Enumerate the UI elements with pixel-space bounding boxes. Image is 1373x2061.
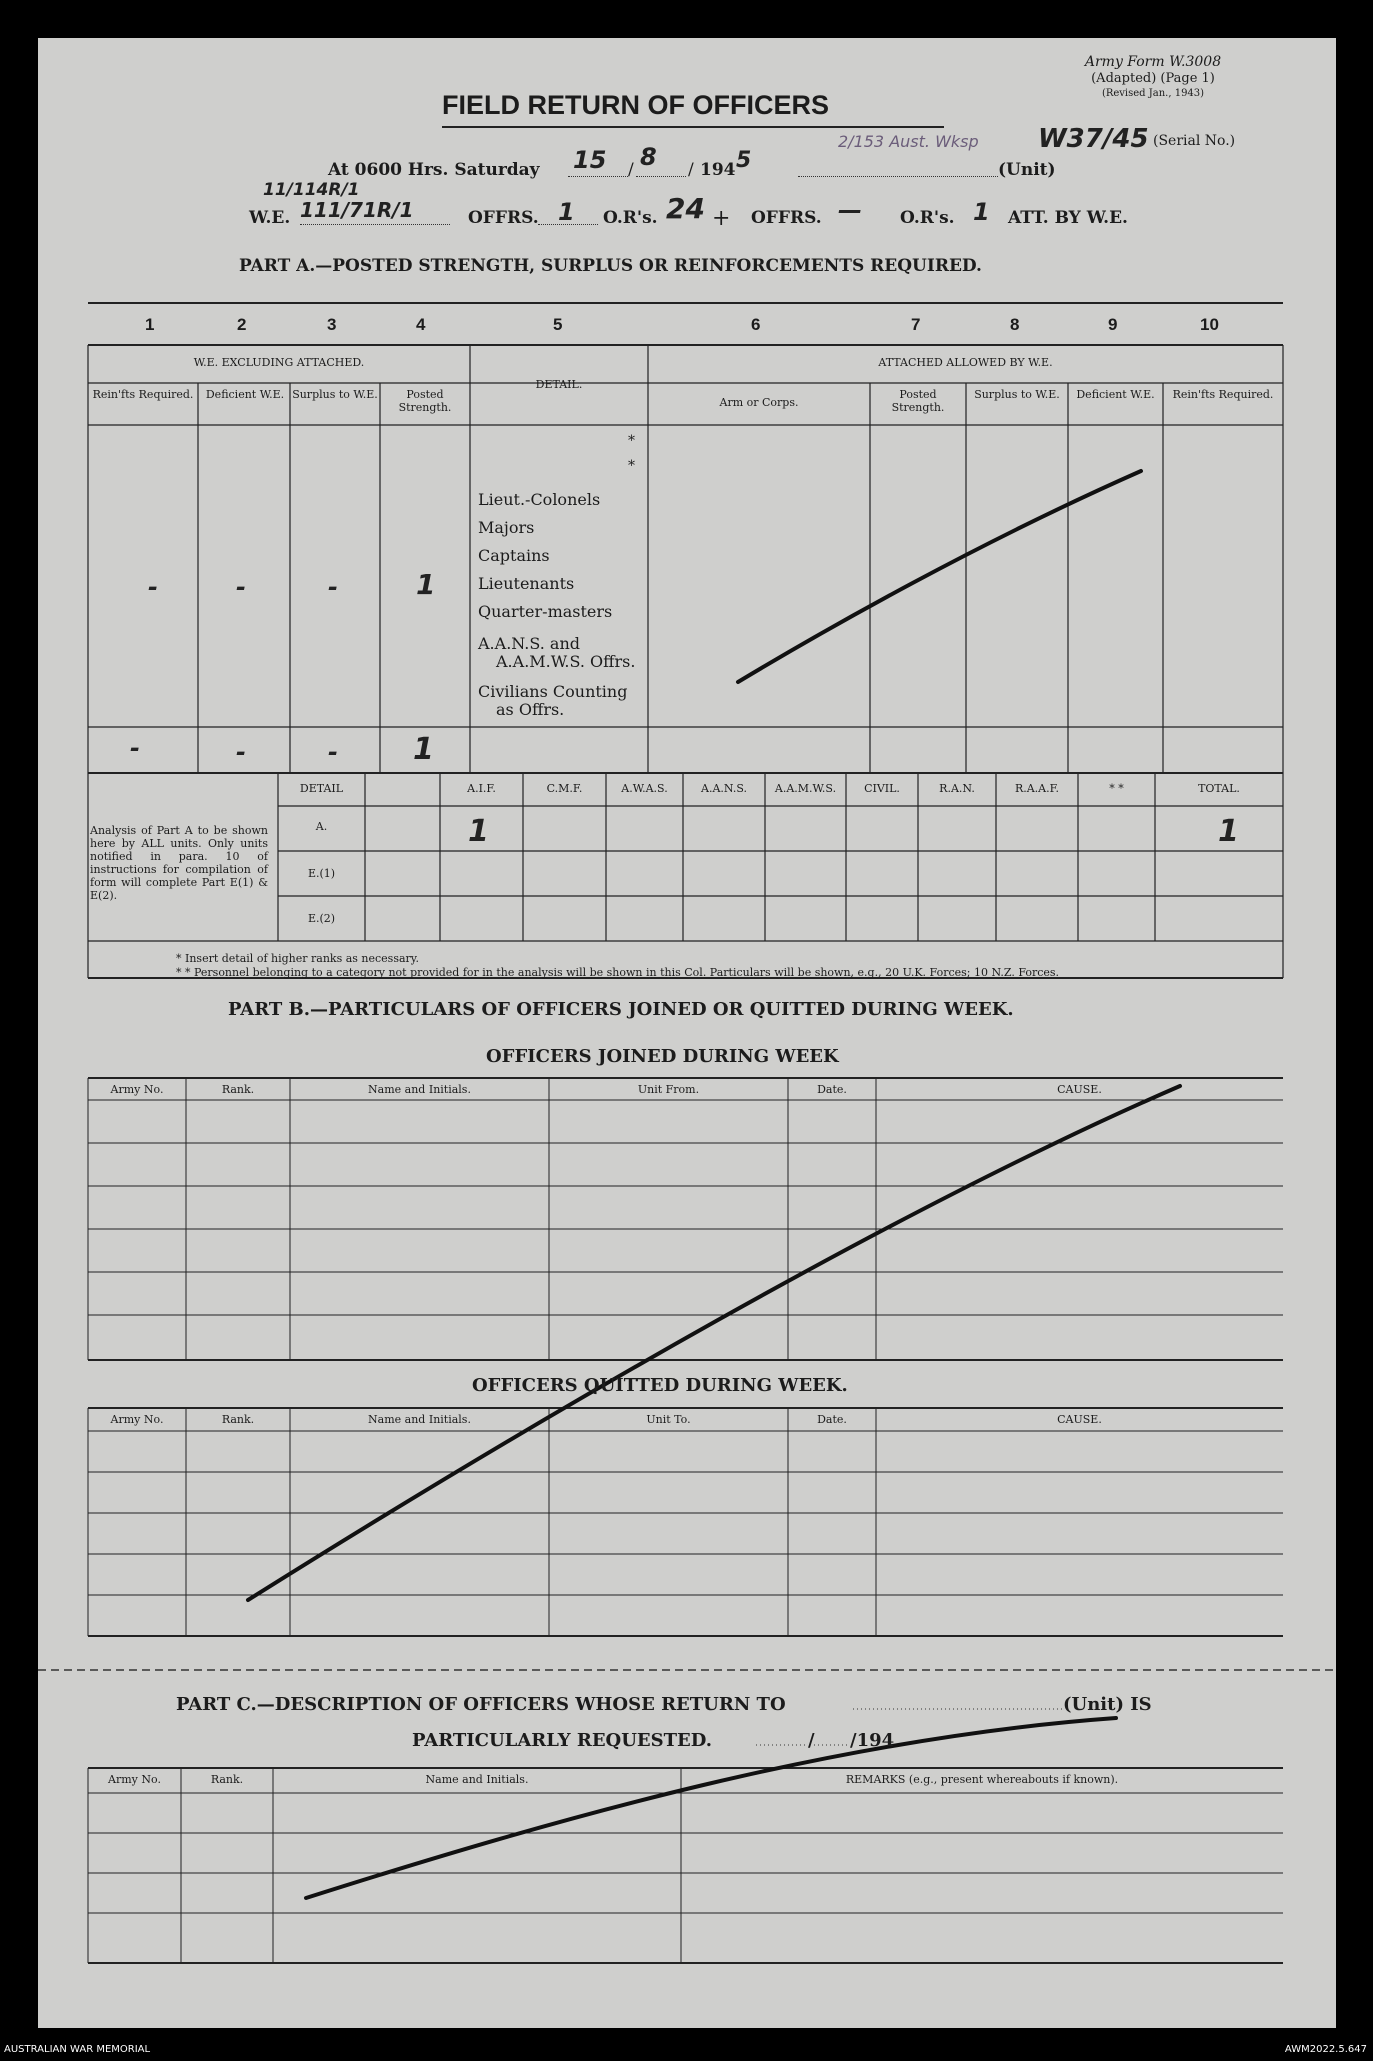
form-sheet: Army Form W.3008 (Adapted) (Page 1) (Revised Jan., 1943) FIELD RETURN OF OFFICERS 2/153 Aust. Wksp W37/45 (Serial No.) At 0600 Hrs. Saturday 15 / 8 / 194 5 (Unit) 11/114R/1 W.E. 111/71R/1 OFFRS. 1 O.R's. 24 + OFFRS. — O.R's. 1 ATT. BY W.E. PART A.—POSTED STRENGTH, SURPLUS OR REINFORCEMENTS REQUIRED. 1 2 3 4 5 6 7 8 9 10 W.E. EXCLUDING ATTACHED. ATTACHED ALLOWED BY W.E. DETAIL. Rein'fts Required. Deficient W.E. Surplus to W.E. Posted Strength. Arm or Corps. Posted Strength. Surplus to W.E. Deficient W.E. Rein'fts Required. * * Lieut.-Colonels Majors Captains Lieutenants Quarter-masters A.A.N.S. and A.A.M.W.S. Offrs. Civilians Counting as Offrs. - - - 1 - - - 1 Analysis of Part A to be shown here by ALL units. Only units notified in para. 10 of instructions for compilation of form will complete Part E(1) & E(2). DETAIL A.I.F. C.M.F. A.W.A.S. A.A.N.S. A.A.M.W.S. CIVIL. R.A.N. R.A.A.F. * * TOTAL. A. E.(1) E.(2) 1 1 * Insert detail of higher ranks as necessary. * * Personnel belonging to a category not provided for in the analysis will be shown in this Col. Particulars will be shown, e.g., 20 U.K. Forces; 10 N.Z. Forces. PART B.—PARTICULARS OF OFFICERS JOINED OR QUITTED DURING WEEK. OFFICERS JOINED DURING WEEK Army No. Rank. Name and Initials. Unit From. Date. CAUSE. OFFICERS QUITTED DURING WEEK. Army No. Rank. Name and Initials. Unit To. Date. CAUSE. PART C.—DESCRIPTION OF OFFICERS WHOSE RETURN TO (Unit) IS PARTICULARLY REQUESTED. / /194 Army No. Rank. Name and Initials. REMARKS (e.g., present whereabouts if known). (38, 38, 1336, 2028)
total-deficient: - (236, 738, 246, 766)
c-col-armyno: Army No. (108, 1773, 161, 1786)
an-h-total: TOTAL. (1198, 782, 1240, 795)
an-h-aamws: A.A.M.W.S. (774, 782, 837, 795)
offrs-value: 1 (558, 198, 575, 226)
unit-label: (Unit) (998, 160, 1056, 180)
an-aif-a: 1 (468, 814, 489, 849)
total-reinfts: - (130, 734, 140, 762)
footer-right: AWM2022.5.647 (1284, 2044, 1367, 2055)
c-col-remarks: REMARKS (e.g., present whereabouts if known). (845, 1773, 1119, 1786)
col-num-3: 3 (327, 315, 337, 334)
form-id-line3: (Revised Jan., 1943) (1101, 88, 1205, 99)
footer-left: AUSTRALIAN WAR MEMORIAL (4, 2044, 151, 2055)
col-num-9: 9 (1108, 315, 1118, 334)
an-h-raaf: R.A.A.F. (1014, 782, 1060, 795)
an-h-civil: CIVIL. (864, 782, 900, 795)
col-arm-corps: Arm or Corps. (719, 396, 799, 409)
ors2-value: 1 (973, 198, 990, 226)
body-posted: 1 (416, 568, 436, 601)
quitted-col-armyno: Army No. (110, 1413, 164, 1426)
date-month: 8 (640, 143, 657, 171)
we-value: 111/71R/1 (300, 198, 414, 222)
serial-value: W37/45 (1038, 124, 1149, 154)
joined-col-armyno: Army No. (110, 1083, 164, 1096)
part-c-title-1: PART C.—DESCRIPTION OF OFFICERS WHOSE RETURN TO (176, 1694, 786, 1715)
quitted-col-date: Date. (817, 1413, 847, 1426)
asterisk-1: * (628, 433, 635, 449)
an-h-other: * * (1109, 782, 1124, 795)
serial-label: (Serial No.) (1153, 133, 1236, 149)
footnote-2: * * Personnel belonging to a category not provided for in the analysis will be shown in this Col. Particulars will be shown, e.g., 20 U.K. Forces; 10 N.Z. Forces. (176, 966, 1060, 979)
rank-majors: Majors (478, 518, 535, 537)
joined-col-unit: Unit From. (637, 1083, 700, 1096)
joined-col-cause: CAUSE. (1057, 1083, 1102, 1096)
ors-label: O.R's. (603, 208, 658, 228)
joined-title: OFFICERS JOINED DURING WEEK (486, 1046, 839, 1067)
quitted-col-cause: CAUSE. (1057, 1413, 1102, 1426)
part-c-title-2: PARTICULARLY REQUESTED. (412, 1730, 712, 1751)
an-row-e1: E.(1) (307, 867, 336, 880)
ors-value: 24 (666, 192, 705, 225)
col-deficient: Deficient W.E. (205, 388, 285, 401)
rank-captains: Captains (478, 546, 550, 565)
an-total-a: 1 (1218, 814, 1239, 849)
an-row-a: A. (315, 820, 328, 833)
total-posted: 1 (413, 732, 434, 767)
ors-label-2: O.R's. (900, 208, 955, 228)
part-c-unit-is: (Unit) IS (1063, 1694, 1152, 1715)
part-c-date-suffix: /194 (850, 1730, 895, 1751)
col-num-10: 10 (1200, 315, 1219, 334)
form-id-line1: Army Form W.3008 (1084, 54, 1222, 70)
rank-aamws: A.A.M.W.S. Offrs. (496, 652, 636, 671)
total-surplus: - (328, 738, 338, 766)
col-posted: Posted Strength. (398, 388, 452, 414)
page-title: FIELD RETURN OF OFFICERS (442, 90, 829, 120)
body-reinfts: - (148, 573, 158, 601)
col-reinfts: Rein'fts Required. (92, 388, 194, 401)
body-surplus: - (328, 573, 338, 601)
c-col-name: Name and Initials. (425, 1773, 529, 1786)
col-num-5: 5 (553, 315, 563, 334)
rank-civilians: Civilians Counting (478, 682, 628, 701)
col-num-8: 8 (1010, 315, 1020, 334)
we-excluding-header: W.E. EXCLUDING ATTACHED. (193, 356, 365, 369)
col-surplus: Surplus to W.E. (292, 388, 378, 401)
detail-header: DETAIL. (535, 378, 583, 391)
time-label: At 0600 Hrs. Saturday (328, 160, 540, 180)
an-h-awas: A.W.A.S. (621, 782, 668, 795)
att-label: ATT. BY W.E. (1008, 208, 1128, 228)
part-b-title: PART B.—PARTICULARS OF OFFICERS JOINED OR QUITTED DURING WEEK. (228, 999, 1014, 1020)
joined-col-name: Name and Initials. (368, 1083, 471, 1096)
form-id-line2: (Adapted) (Page 1) (1091, 71, 1215, 86)
quitted-col-unit: Unit To. (646, 1413, 691, 1426)
year-printed: 194 (700, 160, 736, 180)
offrs-label-2: OFFRS. (751, 208, 822, 228)
col-reinfts-att: Rein'fts Required. (1172, 388, 1274, 401)
offrs-label: OFFRS. (468, 208, 539, 228)
offrs2-value: — (838, 196, 862, 224)
col-posted-att: Posted Strength. (891, 388, 945, 414)
rank-lieut-colonels: Lieut.-Colonels (478, 490, 601, 509)
an-h-aif: A.I.F. (467, 782, 496, 795)
an-h-aans: A.A.N.S. (701, 782, 747, 795)
an-h-detail: DETAIL (299, 782, 344, 795)
part-a-title: PART A.—POSTED STRENGTH, SURPLUS OR REINFORCEMENTS REQUIRED. (239, 256, 982, 276)
col-num-7: 7 (911, 315, 921, 334)
attached-header: ATTACHED ALLOWED BY W.E. (878, 356, 1053, 369)
unit-handwritten: 2/153 Aust. Wksp (838, 132, 979, 151)
quitted-col-rank: Rank. (221, 1413, 255, 1426)
rank-quarter-masters: Quarter-masters (478, 602, 613, 621)
rank-lieutenants: Lieutenants (478, 574, 575, 593)
asterisk-2: * (628, 458, 635, 474)
rank-as-offrs: as Offrs. (496, 700, 565, 719)
analysis-note: Analysis of Part A to be shown here by ALL units. Only units notified in para. 10 of instructions for compilation of form will complete Part E(1) & E(2). (90, 824, 268, 902)
we-value-above: 11/114R/1 (263, 180, 360, 200)
an-row-e2: E.(2) (307, 912, 336, 925)
col-num-2: 2 (237, 315, 247, 334)
year-handwritten: 5 (736, 148, 752, 173)
date-day: 15 (573, 146, 607, 174)
an-h-ran: R.A.N. (939, 782, 975, 795)
plus-sign: + (712, 206, 731, 231)
quitted-title: OFFICERS QUITTED DURING WEEK. (472, 1375, 848, 1396)
col-num-4: 4 (416, 315, 426, 334)
rank-aans: A.A.N.S. and (478, 634, 580, 653)
footnote-1: * Insert detail of higher ranks as necessary. (176, 952, 420, 965)
col-num-1: 1 (145, 315, 155, 334)
quitted-col-name: Name and Initials. (368, 1413, 471, 1426)
joined-col-date: Date. (817, 1083, 847, 1096)
col-surplus-att: Surplus to W.E. (974, 388, 1060, 401)
col-num-6: 6 (751, 315, 761, 334)
an-h-cmf: C.M.F. (546, 782, 583, 795)
joined-col-rank: Rank. (221, 1083, 255, 1096)
we-label: W.E. (249, 208, 291, 228)
c-col-rank: Rank. (210, 1773, 244, 1786)
col-deficient-att: Deficient W.E. (1076, 388, 1155, 401)
body-deficient: - (236, 573, 246, 601)
